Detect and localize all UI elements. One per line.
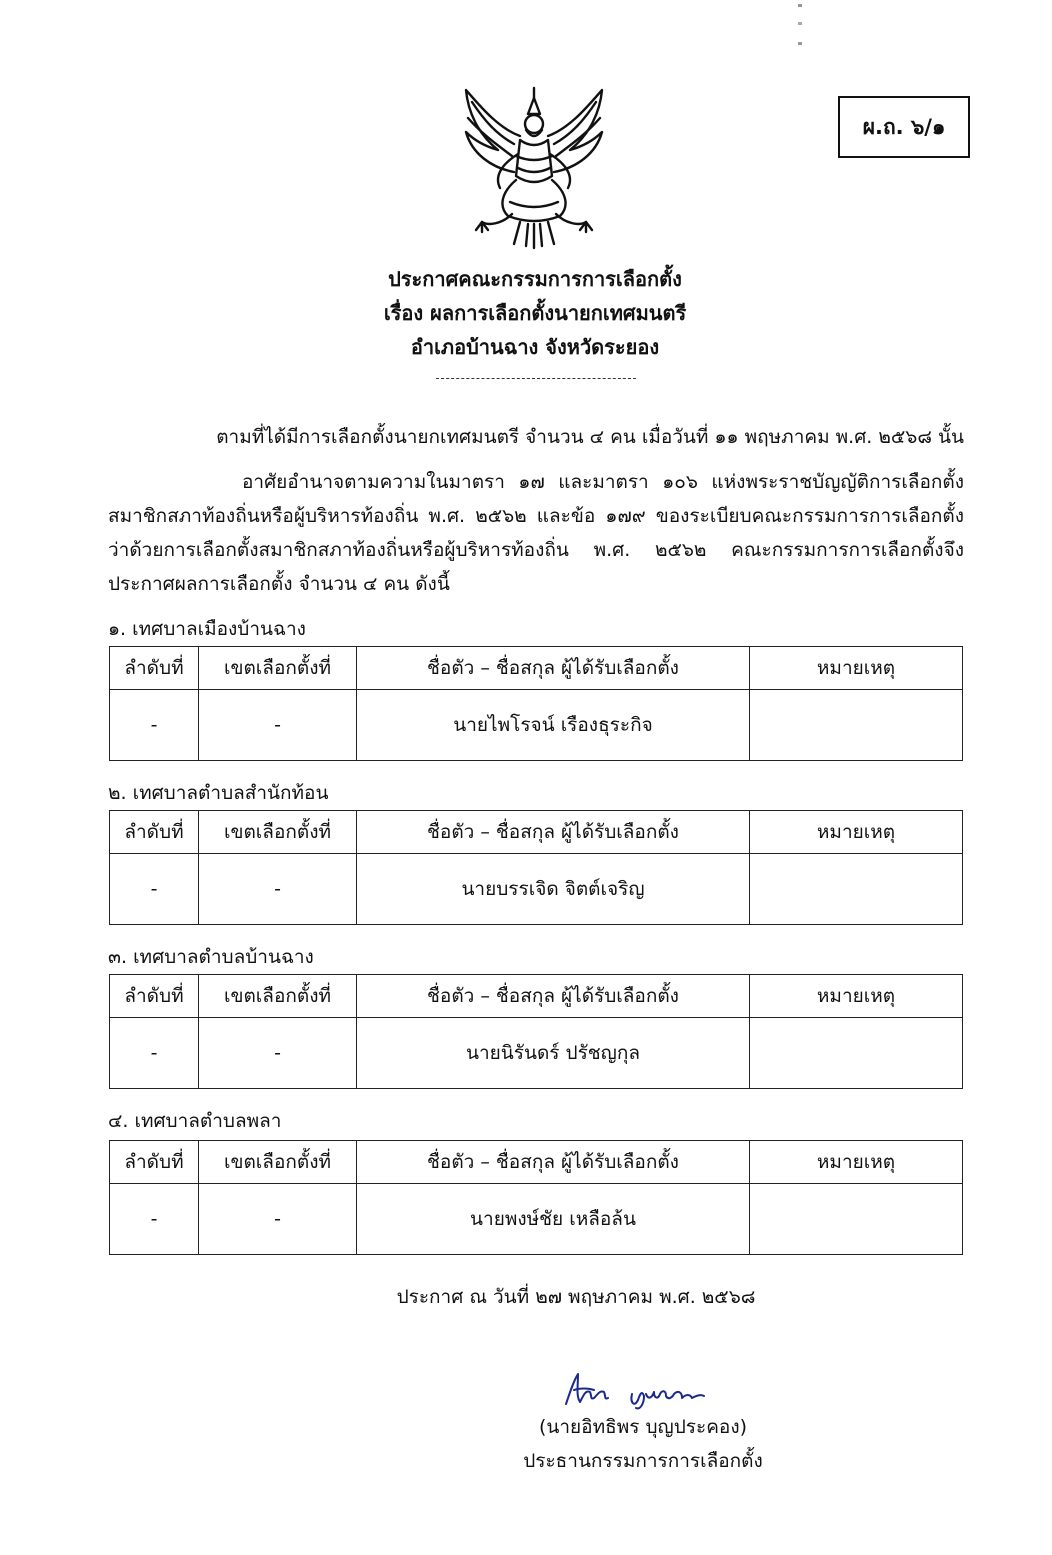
header-district: เขตเลือกตั้งที่ (199, 1141, 357, 1184)
cell-order: - (110, 1184, 199, 1255)
cell-district: - (199, 854, 357, 925)
result-table-1 (109, 646, 963, 761)
header-order: ลำดับที่ (110, 811, 199, 854)
cell-order: - (110, 1018, 199, 1089)
cell-district: - (199, 1018, 357, 1089)
header-note: หมายเหตุ (750, 975, 963, 1018)
cell-note (750, 854, 963, 925)
header-order: ลำดับที่ (110, 1141, 199, 1184)
cell-name: นายพงษ์ชัย เหลือล้น (357, 1184, 750, 1255)
intro-paragraph: ตามที่ได้มีการเลือกตั้งนายกเทศมนตรี จำนวน ๔ คน เมื่อวันที่ ๑๑ พฤษภาคม พ.ศ. ๒๕๖๘ นั้น (216, 426, 964, 448)
cell-name: นายนิรันดร์ ปรัชญกุล (357, 1018, 750, 1089)
table-row (110, 1018, 963, 1089)
body-paragraph: อาศัยอำนาจตามความในมาตรา ๑๗ และมาตรา ๑๐๖ แห่งพระราชบัญญัติการเลือกตั้งสมาชิกสภาท้องถิ่นหรือผู้บริหารท้องถิ่น พ.ศ. ๒๕๖๒ และข้อ ๑๗๙ ของระเบียบคณะกรรมการการเลือกตั้งว่าด้วยการเลือกตั้งสมาชิกสภาท้องถิ่นหรือผู้บริหารท้องถิ่น พ.ศ. ๒๕๖๒ คณะกรรมการการเลือกตั้งจึงประกาศผลการเลือกตั้ง จำนวน ๔ คน ดังนี้ (108, 471, 964, 595)
section-heading-2: ๒. เทศบาลตำบลสำนักท้อน (108, 782, 329, 804)
header-order: ลำดับที่ (110, 647, 199, 690)
header-district: เขตเลือกตั้งที่ (199, 811, 357, 854)
signer-title: ประธานกรรมการการเลือกตั้ง (523, 1450, 763, 1472)
signer-name: (นายอิทธิพร บุญประคอง) (538, 1416, 748, 1438)
section-heading-3: ๓. เทศบาลตำบลบ้านฉาง (108, 946, 314, 968)
cell-order: - (110, 690, 199, 761)
title-line-3: อำเภอบ้านฉาง จังหวัดระยอง (410, 335, 660, 359)
table-header-row (110, 647, 963, 690)
header-district: เขตเลือกตั้งที่ (199, 975, 357, 1018)
section-heading-1: ๑. เทศบาลเมืองบ้านฉาง (108, 618, 306, 640)
form-code: ผ.ถ. ๖/๑ (862, 114, 946, 139)
result-table-3 (109, 974, 963, 1089)
table-header-row (110, 811, 963, 854)
table-header-row (110, 1141, 963, 1184)
title-line-1: ประกาศคณะกรรมการการเลือกตั้ง (388, 267, 682, 291)
cell-note (750, 1018, 963, 1089)
header-note: หมายเหตุ (750, 647, 963, 690)
announcement-title (0, 262, 1052, 364)
header-note: หมายเหตุ (750, 1141, 963, 1184)
header-name: ชื่อตัว – ชื่อสกุล ผู้ได้รับเลือกตั้ง (357, 975, 750, 1018)
header-order: ลำดับที่ (110, 975, 199, 1018)
form-code-box (838, 96, 970, 158)
header-name: ชื่อตัว – ชื่อสกุล ผู้ได้รับเลือกตั้ง (357, 1141, 750, 1184)
cell-name: นายไพโรจน์ เรืองธุระกิจ (357, 690, 750, 761)
garuda-emblem-icon (458, 84, 610, 250)
handwritten-signature (560, 1368, 710, 1412)
header-name: ชื่อตัว – ชื่อสกุล ผู้ได้รับเลือกตั้ง (357, 647, 750, 690)
table-row (110, 1184, 963, 1255)
announcement-date: ประกาศ ณ วันที่ ๒๗ พฤษภาคม พ.ศ. ๒๕๖๘ (396, 1286, 756, 1308)
header-district: เขตเลือกตั้งที่ (199, 647, 357, 690)
header-note: หมายเหตุ (750, 811, 963, 854)
cell-note (750, 1184, 963, 1255)
header-name: ชื่อตัว – ชื่อสกุล ผู้ได้รับเลือกตั้ง (357, 811, 750, 854)
result-table-2 (109, 810, 963, 925)
cell-name: นายบรรเจิด จิตต์เจริญ (357, 854, 750, 925)
scan-specks (790, 0, 810, 50)
table-row (110, 690, 963, 761)
table-header-row (110, 975, 963, 1018)
cell-district: - (199, 1184, 357, 1255)
section-heading-4: ๔. เทศบาลตำบลพลา (108, 1110, 282, 1132)
title-line-2: เรื่อง ผลการเลือกตั้งนายกเทศมนตรี (383, 301, 687, 325)
cell-note (750, 690, 963, 761)
title-divider (436, 378, 636, 379)
result-table-4 (109, 1140, 963, 1255)
cell-order: - (110, 854, 199, 925)
cell-district: - (199, 690, 357, 761)
table-row (110, 854, 963, 925)
